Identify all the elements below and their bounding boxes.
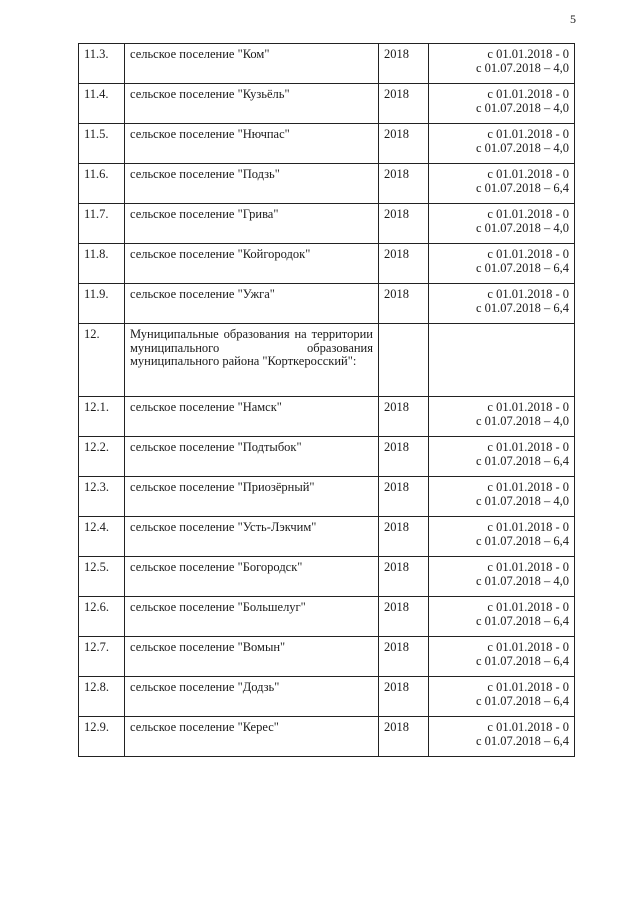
rate-cell [429, 557, 575, 597]
table-row [79, 84, 575, 124]
rate-cell [429, 84, 575, 124]
settlement-name: сельское поселение "Приозёрный" [125, 477, 379, 517]
year-cell: 2018 [379, 517, 429, 557]
table-row [79, 164, 575, 204]
settlement-name: сельское поселение "Ком" [125, 44, 379, 84]
table-row [79, 437, 575, 477]
rate-cell [429, 597, 575, 637]
year-cell: 2018 [379, 677, 429, 717]
year-cell: 2018 [379, 44, 429, 84]
rate-line-2: с 01.07.2018 – 4,0 [475, 101, 569, 115]
row-number: 12.3. [79, 477, 125, 517]
settlement-name: сельское поселение "Подзь" [125, 164, 379, 204]
year-cell: 2018 [379, 597, 429, 637]
table-row [79, 517, 575, 557]
rate-line-1: с 01.01.2018 - 0 [487, 167, 569, 181]
rate-line-1: с 01.01.2018 - 0 [487, 640, 569, 654]
rate-line-2: с 01.07.2018 – 6,4 [475, 181, 569, 195]
year-cell: 2018 [379, 84, 429, 124]
rate-line-2: с 01.07.2018 – 6,4 [475, 534, 569, 548]
rate-line-1: с 01.01.2018 - 0 [487, 47, 569, 61]
settlement-name: сельское поселение "Койгородок" [125, 244, 379, 284]
table-row [79, 44, 575, 84]
rate-line-2: с 01.07.2018 – 4,0 [475, 414, 569, 428]
row-number: 12.2. [79, 437, 125, 477]
rate-cell [429, 397, 575, 437]
row-number: 12.6. [79, 597, 125, 637]
table-row [79, 637, 575, 677]
year-cell: 2018 [379, 244, 429, 284]
rate-cell [429, 437, 575, 477]
rate-line-1: с 01.01.2018 - 0 [487, 520, 569, 534]
rate-line-1: с 01.01.2018 - 0 [487, 247, 569, 261]
rate-line-1: с 01.01.2018 - 0 [487, 680, 569, 694]
year-cell: 2018 [379, 717, 429, 757]
rate-line-1: с 01.01.2018 - 0 [487, 287, 569, 301]
rate-cell [429, 124, 575, 164]
rates-table [78, 43, 575, 757]
year-cell: 2018 [379, 557, 429, 597]
settlement-name: сельское поселение "Подтыбок" [125, 437, 379, 477]
rate-line-2: с 01.07.2018 – 6,4 [475, 734, 569, 748]
year-cell: 2018 [379, 164, 429, 204]
settlement-name: сельское поселение "Ужга" [125, 284, 379, 324]
year-cell: 2018 [379, 397, 429, 437]
rate-line-1: с 01.01.2018 - 0 [487, 87, 569, 101]
rate-line-1: с 01.01.2018 - 0 [487, 127, 569, 141]
rate-line-2: с 01.07.2018 – 4,0 [475, 221, 569, 235]
rate-line-2: с 01.07.2018 – 6,4 [475, 301, 569, 315]
row-number: 11.7. [79, 204, 125, 244]
settlement-name: сельское поселение "Керес" [125, 717, 379, 757]
rate-line-2: с 01.07.2018 – 4,0 [475, 141, 569, 155]
rate-cell [429, 164, 575, 204]
settlement-name: сельское поселение "Большелуг" [125, 597, 379, 637]
table-row [79, 597, 575, 637]
row-number: 12.8. [79, 677, 125, 717]
rate-line-1: с 01.01.2018 - 0 [487, 560, 569, 574]
row-number: 12.1. [79, 397, 125, 437]
rate-line-1: с 01.01.2018 - 0 [487, 440, 569, 454]
year-cell: 2018 [379, 124, 429, 164]
rate-cell [429, 284, 575, 324]
rate-line-1: с 01.01.2018 - 0 [487, 400, 569, 414]
settlement-name: сельское поселение "Вомын" [125, 637, 379, 677]
year-cell: 2018 [379, 637, 429, 677]
rate-line-2: с 01.07.2018 – 6,4 [475, 454, 569, 468]
table-row [79, 477, 575, 517]
table-row [79, 397, 575, 437]
rate-line-1: с 01.01.2018 - 0 [487, 720, 569, 734]
table-row [79, 557, 575, 597]
rate-cell [429, 44, 575, 84]
rate-line-2: с 01.07.2018 – 6,4 [475, 261, 569, 275]
settlement-name: сельское поселение "Намск" [125, 397, 379, 437]
year-cell [379, 324, 429, 397]
settlement-name: сельское поселение "Грива" [125, 204, 379, 244]
row-number: 11.4. [79, 84, 125, 124]
settlement-name: сельское поселение "Додзь" [125, 677, 379, 717]
page-number: 5 [570, 12, 576, 26]
table-group-row [79, 324, 575, 397]
row-number: 12. [79, 324, 125, 397]
year-cell: 2018 [379, 204, 429, 244]
table-row [79, 677, 575, 717]
settlement-name: сельское поселение "Кузьёль" [125, 84, 379, 124]
rate-cell [429, 517, 575, 557]
rate-line-2: с 01.07.2018 – 6,4 [475, 614, 569, 628]
row-number: 11.5. [79, 124, 125, 164]
table-row [79, 204, 575, 244]
rate-cell [429, 477, 575, 517]
rate-line-2: с 01.07.2018 – 6,4 [475, 694, 569, 708]
year-cell: 2018 [379, 477, 429, 517]
rate-cell [429, 324, 575, 397]
rate-line-2: с 01.07.2018 – 6,4 [475, 654, 569, 668]
settlement-name: сельское поселение "Усть-Лэкчим" [125, 517, 379, 557]
row-number: 12.4. [79, 517, 125, 557]
row-number: 11.3. [79, 44, 125, 84]
rate-line-1: с 01.01.2018 - 0 [487, 600, 569, 614]
row-number: 11.9. [79, 284, 125, 324]
rate-cell [429, 244, 575, 284]
rate-cell [429, 677, 575, 717]
row-number: 11.6. [79, 164, 125, 204]
group-heading: Муниципальные образования на территории муниципального образования муниципального района "Корткеросский": [125, 324, 379, 397]
rate-cell [429, 717, 575, 757]
row-number: 12.7. [79, 637, 125, 677]
table-row [79, 124, 575, 164]
settlement-name: сельское поселение "Богородск" [125, 557, 379, 597]
rate-line-2: с 01.07.2018 – 4,0 [475, 494, 569, 508]
year-cell: 2018 [379, 437, 429, 477]
row-number: 12.9. [79, 717, 125, 757]
rate-line-1: с 01.01.2018 - 0 [487, 207, 569, 221]
settlement-name: сельское поселение "Нючпас" [125, 124, 379, 164]
rate-cell [429, 204, 575, 244]
year-cell: 2018 [379, 284, 429, 324]
table-row [79, 244, 575, 284]
rate-line-2: с 01.07.2018 – 4,0 [475, 574, 569, 588]
rate-cell [429, 637, 575, 677]
table-row [79, 717, 575, 757]
row-number: 11.8. [79, 244, 125, 284]
table-row [79, 284, 575, 324]
rate-line-2: с 01.07.2018 – 4,0 [475, 61, 569, 75]
rate-line-1: с 01.01.2018 - 0 [487, 480, 569, 494]
row-number: 12.5. [79, 557, 125, 597]
